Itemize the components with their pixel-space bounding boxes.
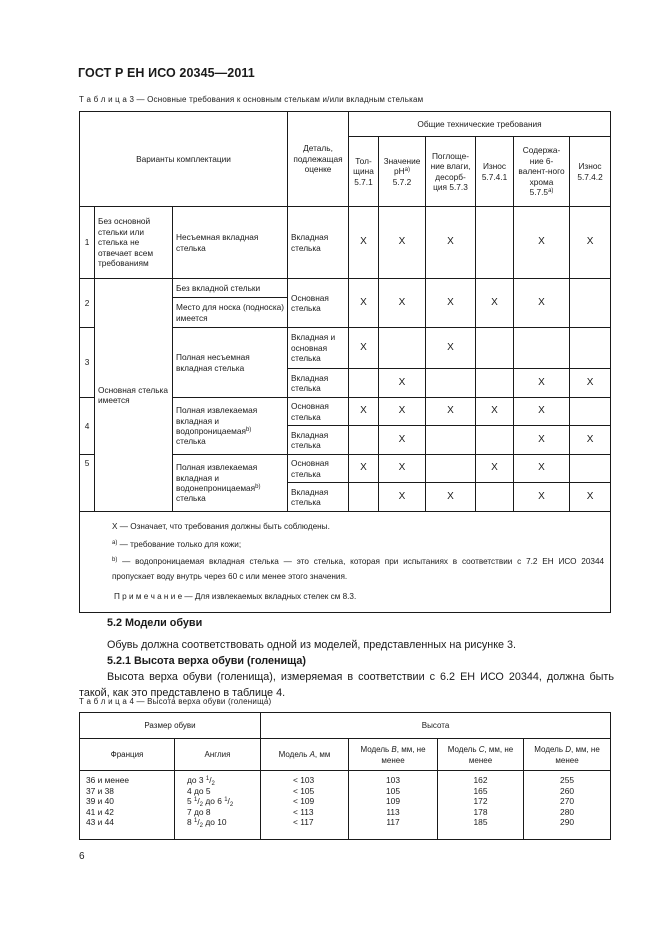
detail-cell: Вкладная и основная стелька bbox=[288, 328, 349, 369]
header-england: Англия bbox=[175, 739, 261, 771]
mark-cell: X bbox=[426, 207, 476, 279]
row-number: 3 bbox=[80, 328, 95, 398]
header-moisture bbox=[426, 137, 476, 207]
header-wear-2 bbox=[570, 137, 611, 207]
model-a-value: < 105 bbox=[293, 785, 315, 796]
footnote-a-mark: а) bbox=[112, 540, 118, 546]
model-d-cell bbox=[524, 771, 611, 840]
model-b-cell bbox=[349, 771, 438, 840]
table4-data-row bbox=[80, 771, 611, 840]
mark-cell bbox=[570, 279, 611, 328]
group-no-insole: Без основной стельки или стелька не отвечает всем требованиям bbox=[95, 207, 173, 279]
model-c-cell bbox=[438, 771, 524, 840]
header-france: Франция bbox=[80, 739, 175, 771]
variant-sup: b) bbox=[245, 427, 252, 433]
france-size: 36 и менее bbox=[86, 775, 130, 785]
table3-notes bbox=[80, 512, 611, 613]
england-size bbox=[187, 796, 257, 807]
header-wear-1-text: Износ 5.7.4.1 bbox=[481, 161, 508, 182]
variant-cell: Без вкладной стельки bbox=[173, 279, 288, 298]
size-frac-slash: / bbox=[227, 796, 230, 807]
footnote-a bbox=[88, 536, 604, 554]
header-variants: Варианты комплектации bbox=[80, 112, 288, 207]
variant-text-end: стелька bbox=[176, 493, 206, 504]
england-size bbox=[187, 775, 257, 786]
variant-sup: b) bbox=[255, 484, 261, 490]
model-letter: C bbox=[478, 744, 485, 754]
mark-cell: X bbox=[379, 279, 426, 328]
size-part: 4 до 5 bbox=[187, 785, 211, 796]
england-size bbox=[187, 807, 257, 818]
model-letter: A bbox=[309, 750, 315, 759]
footnote-b bbox=[88, 554, 604, 584]
model-b-value: 113 bbox=[386, 806, 400, 817]
page-number: 6 bbox=[79, 851, 85, 862]
detail-cell: Вкладная стелька bbox=[288, 369, 349, 398]
model-unit: , мм, не менее bbox=[381, 744, 426, 765]
model-unit: , мм, не менее bbox=[555, 744, 600, 765]
mark-cell: X bbox=[349, 207, 379, 279]
section-5-2 bbox=[79, 615, 614, 701]
model-b-value: 103 bbox=[386, 775, 400, 785]
mark-cell: X bbox=[476, 279, 514, 328]
model-d-value: 255 bbox=[560, 775, 575, 785]
model-d-value: 270 bbox=[560, 796, 575, 807]
header-moisture-text: Поглоще-ние влаги, десорб-ция 5.7.3 bbox=[430, 150, 471, 192]
size-frac-den: 2 bbox=[199, 823, 204, 830]
mark-cell: X bbox=[349, 279, 379, 328]
mark-cell: X bbox=[514, 279, 570, 328]
mark-cell bbox=[426, 369, 476, 398]
mark-cell: X bbox=[514, 426, 570, 455]
size-frac-slash: / bbox=[197, 817, 200, 828]
mark-cell: X bbox=[349, 398, 379, 426]
model-a-value: < 113 bbox=[293, 806, 314, 817]
mark-cell: X bbox=[570, 426, 611, 455]
mark-cell: X bbox=[514, 455, 570, 483]
header-model-b bbox=[349, 739, 438, 771]
mark-cell: X bbox=[379, 483, 426, 512]
header-general-requirements: Общие технические требования bbox=[349, 112, 611, 137]
france-size: 39 и 40 bbox=[86, 796, 114, 807]
model-c-value: 165 bbox=[473, 785, 488, 796]
model-a-cell bbox=[261, 771, 349, 840]
model-prefix: Модель bbox=[278, 750, 310, 759]
model-c-value: 178 bbox=[473, 806, 488, 817]
mark-cell: X bbox=[570, 483, 611, 512]
mark-cell bbox=[476, 483, 514, 512]
mark-cell bbox=[476, 207, 514, 279]
remark-label: П р и м е ч а н и е bbox=[114, 592, 183, 601]
mark-cell: X bbox=[379, 426, 426, 455]
mark-cell: X bbox=[476, 398, 514, 426]
size-frac-num: 1 bbox=[194, 818, 198, 825]
france-sizes-cell bbox=[80, 771, 175, 840]
mark-cell: X bbox=[426, 398, 476, 426]
mark-cell: X bbox=[570, 207, 611, 279]
model-letter: D bbox=[565, 744, 572, 754]
mark-cell: X bbox=[426, 279, 476, 328]
heading-5-2: 5.2 Модели обуви bbox=[107, 617, 203, 629]
mark-cell: X bbox=[349, 328, 379, 369]
model-d-value: 260 bbox=[560, 785, 575, 796]
mark-cell: X bbox=[570, 369, 611, 398]
size-frac-den: 2 bbox=[229, 802, 234, 809]
england-size bbox=[187, 817, 257, 828]
size-frac-slash: / bbox=[209, 775, 212, 785]
mark-cell: X bbox=[426, 328, 476, 369]
model-unit: , мм bbox=[314, 750, 331, 759]
table4-caption: Т а б л и ц а 4 — Высота верха обуви (голенища) bbox=[79, 697, 272, 706]
mark-cell bbox=[476, 328, 514, 369]
table3-row-2a bbox=[80, 279, 611, 298]
model-prefix: Модель bbox=[447, 744, 479, 754]
mark-cell: X bbox=[379, 455, 426, 483]
detail-cell: Вкладная стелька bbox=[288, 207, 349, 279]
size-frac-num: 1 bbox=[205, 776, 210, 782]
variant-text: Полная извлекаемая вкладная и водонепроницаемая bbox=[176, 462, 258, 493]
mark-cell: X bbox=[514, 398, 570, 426]
model-prefix: Модель bbox=[534, 744, 566, 754]
size-frac-den: 2 bbox=[211, 781, 215, 787]
header-ph-ref: 5.7.2 bbox=[392, 176, 412, 187]
mark-cell bbox=[349, 426, 379, 455]
row-number: 1 bbox=[80, 207, 95, 279]
model-a-value: < 103 bbox=[293, 775, 315, 785]
model-unit: , мм, не менее bbox=[468, 744, 514, 765]
header-thickness-text: Тол-щина 5.7.1 bbox=[353, 155, 374, 187]
mark-cell: X bbox=[379, 207, 426, 279]
size-frac-num: 1 bbox=[194, 797, 198, 804]
variant-cell: Несъемная вкладная стелька bbox=[173, 207, 288, 279]
table3-notes-row bbox=[80, 512, 611, 613]
france-size: 43 и 44 bbox=[86, 817, 114, 828]
mark-cell bbox=[426, 426, 476, 455]
header-shoe-size: Размер обуви bbox=[80, 713, 261, 739]
model-b-value: 105 bbox=[386, 785, 400, 796]
size-part: до 10 bbox=[203, 817, 227, 828]
mark-cell: X bbox=[514, 369, 570, 398]
model-b-value: 109 bbox=[386, 796, 400, 807]
heading-5-2-1: 5.2.1 Высота верха обуви (голенища) bbox=[107, 655, 307, 667]
remark-text: — Для извлекаемых вкладных стелек см 8.3. bbox=[182, 592, 357, 601]
table3-row-1 bbox=[80, 207, 611, 279]
mark-cell bbox=[379, 328, 426, 369]
mark-cell: X bbox=[514, 207, 570, 279]
variant-cell: Полная несъемная вкладная стелька bbox=[173, 328, 288, 398]
variant-text: Полная извлекаемая вкладная и водопроницаемая bbox=[176, 405, 258, 436]
header-model-a bbox=[261, 739, 349, 771]
variant-cell bbox=[173, 398, 288, 455]
header-ph-sup: а) bbox=[404, 167, 410, 174]
detail-cell: Вкладная стелька bbox=[288, 426, 349, 455]
table3-remark bbox=[88, 588, 604, 606]
footnote-b-mark: b) bbox=[112, 557, 118, 563]
header-model-d bbox=[524, 739, 611, 771]
mark-cell: X bbox=[476, 455, 514, 483]
variant-cell bbox=[173, 455, 288, 512]
header-ph-text: Значение pH bbox=[383, 155, 421, 177]
size-part: 7 до 8 bbox=[187, 806, 211, 817]
model-d-value: 280 bbox=[560, 806, 575, 817]
mark-cell bbox=[570, 398, 611, 426]
row-number: 4 bbox=[80, 398, 95, 455]
paragraph-height: Высота верха обуви (голенища), измеряемая в соответствии с 6.2 ЕН ИСО 20344, должна быть такой, как это представлено в таблице 4. bbox=[79, 671, 614, 699]
row-number: 5 bbox=[80, 455, 95, 512]
mark-cell bbox=[570, 328, 611, 369]
mark-cell: X bbox=[514, 483, 570, 512]
header-chromium bbox=[514, 137, 570, 207]
england-size bbox=[187, 786, 257, 797]
detail-cell: Основная стелька bbox=[288, 398, 349, 426]
header-chromium-sup: а) bbox=[548, 188, 554, 195]
model-letter: B bbox=[391, 744, 397, 754]
header-wear-2-text: Износ 5.7.4.2 bbox=[577, 161, 603, 182]
mark-cell bbox=[514, 328, 570, 369]
detail-cell: Вкладная стелька bbox=[288, 483, 349, 512]
mark-cell bbox=[476, 369, 514, 398]
mark-cell bbox=[426, 455, 476, 483]
footnote-a-text: — требование только для кожи; bbox=[117, 540, 242, 549]
mark-cell: X bbox=[349, 455, 379, 483]
header-chromium-text: Содержа-ние 6-валент-ного хрома 5.7.5 bbox=[518, 145, 565, 198]
size-frac-slash: / bbox=[197, 796, 200, 807]
variant-text-end: стелька bbox=[176, 436, 206, 447]
model-prefix: Модель bbox=[360, 744, 392, 754]
model-c-value: 172 bbox=[473, 796, 488, 807]
header-thickness bbox=[349, 137, 379, 207]
document-header: ГОСТ Р ЕН ИСО 20345—2011 bbox=[78, 66, 255, 80]
size-part: 5 bbox=[187, 796, 194, 807]
model-a-value: < 109 bbox=[293, 796, 315, 807]
header-wear-1 bbox=[476, 137, 514, 207]
variant-cell: Место для носка (подноска) имеется bbox=[173, 298, 288, 328]
france-size: 41 и 42 bbox=[86, 806, 114, 817]
mark-cell bbox=[349, 483, 379, 512]
model-c-value: 162 bbox=[473, 775, 488, 785]
mark-cell bbox=[476, 426, 514, 455]
size-part: 8 bbox=[187, 817, 194, 828]
model-a-value: < 117 bbox=[293, 817, 314, 828]
header-ph bbox=[379, 137, 426, 207]
header-height: Высота bbox=[261, 713, 611, 739]
mark-cell bbox=[570, 455, 611, 483]
england-sizes-cell bbox=[175, 771, 261, 840]
size-frac-num: 1 bbox=[224, 797, 228, 804]
paragraph-models: Обувь должна соответствовать одной из моделей, представленных на рисунке 3. bbox=[107, 639, 517, 651]
size-part: до 3 bbox=[187, 775, 206, 785]
detail-cell: Основная стелька bbox=[288, 455, 349, 483]
mark-cell: X bbox=[379, 398, 426, 426]
model-d-value: 290 bbox=[560, 817, 575, 828]
mark-cell: X bbox=[426, 483, 476, 512]
detail-cell: Основная стелька bbox=[288, 279, 349, 328]
model-b-value: 117 bbox=[386, 817, 400, 828]
table3 bbox=[79, 111, 611, 613]
table4 bbox=[79, 712, 611, 840]
mark-cell bbox=[349, 369, 379, 398]
model-c-value: 185 bbox=[473, 817, 488, 828]
france-size: 37 и 38 bbox=[86, 785, 114, 796]
header-detail: Деталь, подлежащая оценке bbox=[288, 112, 349, 207]
group-insole-present: Основная стелька имеется bbox=[95, 279, 173, 512]
mark-cell: X bbox=[379, 369, 426, 398]
header-model-c bbox=[438, 739, 524, 771]
size-frac-den: 2 bbox=[199, 802, 204, 809]
table3-caption: Т а б л и ц а 3 — Основные требования к основным стелькам и/или вкладным стелькам bbox=[79, 95, 424, 104]
size-part: до 6 bbox=[203, 796, 225, 807]
x-meaning-note: X — Означает, что требования должны быть соблюдены. bbox=[112, 522, 330, 531]
footnote-b-text: — водопроницаемая вкладная стелька — это стелька, которая при испытаниях в соответствии с 7.2 ЕН ИСО 20344 пропускает воду внутрь через 60 с или менее этого значения. bbox=[112, 557, 605, 581]
row-number: 2 bbox=[80, 279, 95, 328]
